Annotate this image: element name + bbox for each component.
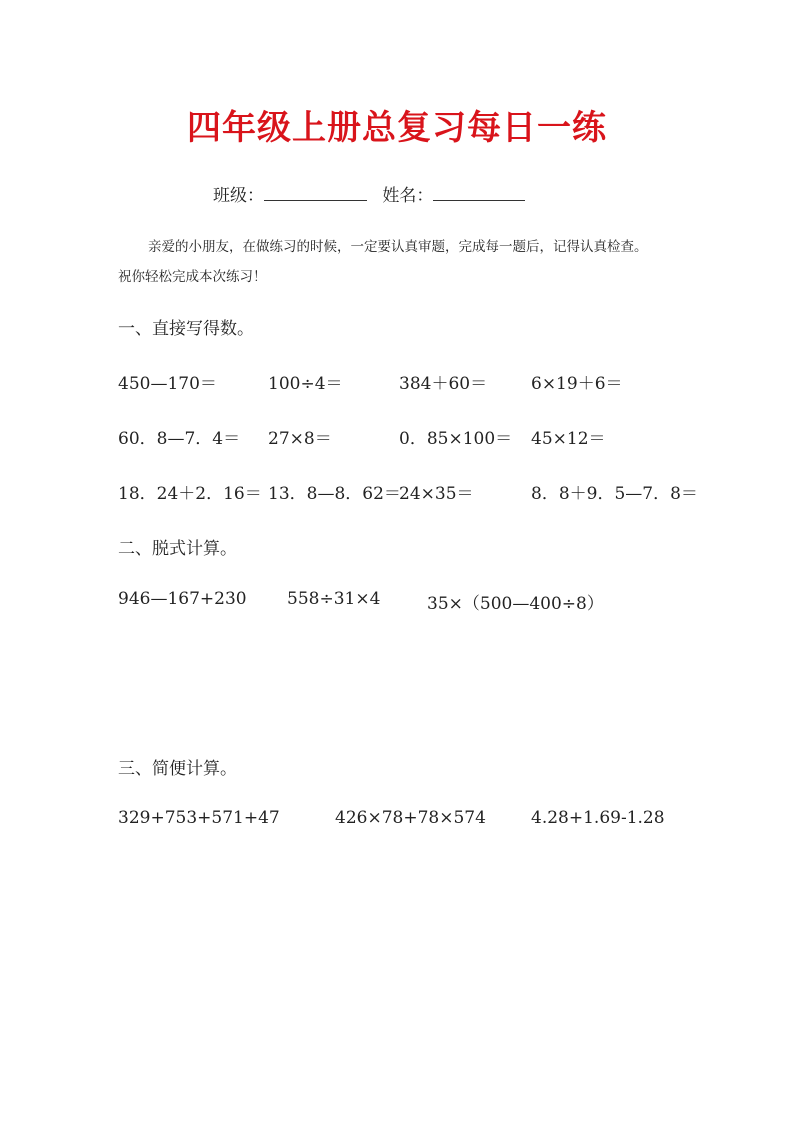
- problem: 384＋60＝: [399, 374, 488, 394]
- simplify-row: [0, 808, 794, 832]
- stepwise-row: [0, 589, 794, 613]
- oral-row-3: [0, 479, 794, 503]
- section-1-heading: 一、直接写得数。: [118, 319, 254, 339]
- problem: 426×78+78×574: [335, 808, 486, 828]
- intro-paragraph: [118, 232, 688, 292]
- problem: 6×19＋6＝: [531, 374, 623, 394]
- oral-row-2: [0, 424, 794, 448]
- problem: 60．8—7．4＝: [118, 429, 241, 449]
- problem: 13．8—8．62＝: [268, 484, 401, 504]
- oral-row-1: [0, 369, 794, 393]
- problem: 946—167+230: [118, 589, 247, 609]
- class-label: 班级：: [213, 186, 264, 206]
- problem: 4.28+1.69-1.28: [531, 808, 665, 828]
- student-info: [213, 181, 535, 206]
- problem: 45×12＝: [531, 429, 606, 449]
- class-blank[interactable]: [264, 186, 367, 201]
- problem: 27×8＝: [268, 429, 332, 449]
- problem: 329+753+571+47: [118, 808, 280, 828]
- problem: 18．24＋2．16＝: [118, 484, 262, 504]
- problem: 450—170＝: [118, 374, 217, 394]
- name-blank[interactable]: [433, 186, 525, 201]
- problem: 0．85×100＝: [399, 429, 513, 449]
- section-2-heading: 二、脱式计算。: [118, 539, 237, 559]
- problem: 35×（500—400÷8）: [427, 594, 604, 614]
- section-3-heading: 三、简便计算。: [118, 759, 237, 779]
- problem: 8．8＋9．5—7．8＝: [531, 484, 698, 504]
- name-label: 姓名：: [382, 186, 434, 206]
- intro-line-1: 亲爱的小朋友，在做练习的时候，一定要认真审题，完成每一题后，记得认真检查。: [148, 239, 648, 255]
- page-title: 四年级上册总复习每日一练: [187, 108, 607, 148]
- problem: 558÷31×4: [287, 589, 381, 609]
- problem: 24×35＝: [399, 484, 474, 504]
- problem: 100÷4＝: [268, 374, 343, 394]
- intro-line-2: 祝你轻松完成本次练习！: [118, 269, 267, 285]
